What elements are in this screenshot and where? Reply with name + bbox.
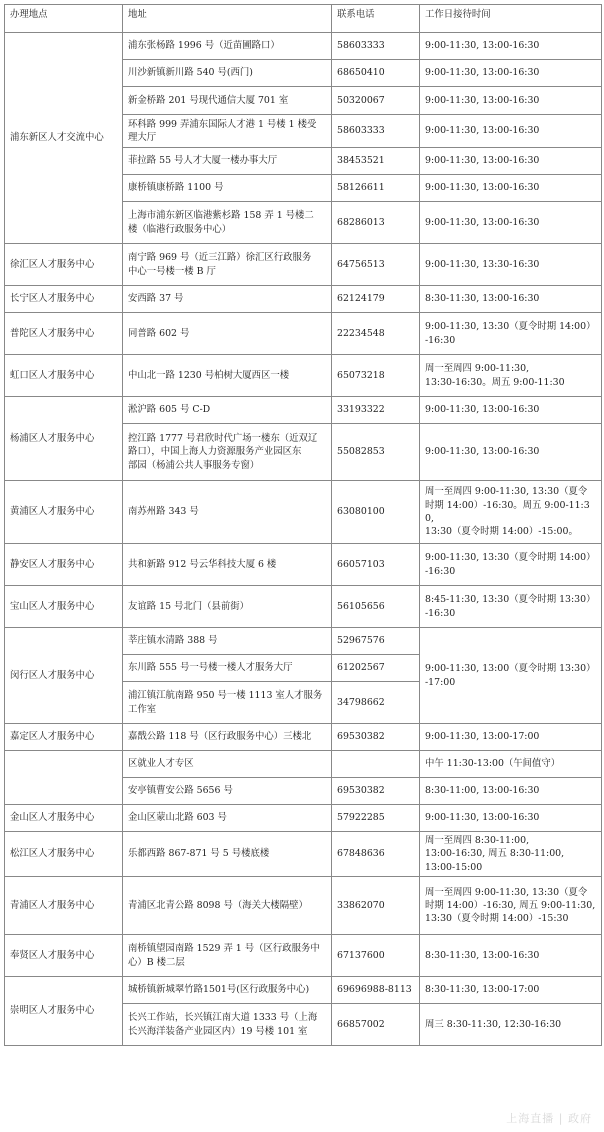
hours-cell: 9:00-11:30, 13:00（夏令时期 13:30） -17:00 bbox=[420, 628, 602, 724]
phone-cell: 68650410 bbox=[332, 60, 420, 87]
location-cell: 普陀区人才服务中心 bbox=[5, 313, 123, 355]
location-cell: 浦东新区人才交流中心 bbox=[5, 33, 123, 244]
address-cell: 浦东张杨路 1996 号（近苗圃路口） bbox=[123, 33, 332, 60]
phone-cell: 61202567 bbox=[332, 655, 420, 682]
address-cell: 莘庄镇水清路 388 号 bbox=[123, 628, 332, 655]
table-row bbox=[5, 724, 602, 751]
phone-cell: 65073218 bbox=[332, 355, 420, 397]
address-cell: 金山区蒙山北路 603 号 bbox=[123, 805, 332, 832]
table-row bbox=[5, 397, 602, 424]
hours-cell: 周一至周四 8:30-11:00, 13:00-16:30, 周五 8:30-11:00, 13:00-15:00 bbox=[420, 832, 602, 877]
location-cell: 静安区人才服务中心 bbox=[5, 544, 123, 586]
table-row bbox=[5, 877, 602, 935]
table-row bbox=[5, 244, 602, 286]
location-cell: 奉贤区人才服务中心 bbox=[5, 935, 123, 977]
address-cell: 新金桥路 201 号现代通信大厦 701 室 bbox=[123, 87, 332, 115]
phone-cell: 50320067 bbox=[332, 87, 420, 115]
address-cell: 安亭镇曹安公路 5656 号 bbox=[123, 778, 332, 805]
table-row bbox=[5, 586, 602, 628]
watermark: 上海直播 | 政府 bbox=[506, 1112, 592, 1125]
hours-cell: 9:00-11:30, 13:30（夏令时期 14:00） -16:30 bbox=[420, 544, 602, 586]
address-cell: 嘉戬公路 118 号（区行政服务中心）三楼北 bbox=[123, 724, 332, 751]
table-row bbox=[5, 313, 602, 355]
location-cell: 青浦区人才服务中心 bbox=[5, 877, 123, 935]
location-cell: 长宁区人才服务中心 bbox=[5, 286, 123, 313]
phone-cell: 68286013 bbox=[332, 202, 420, 244]
phone-cell: 22234548 bbox=[332, 313, 420, 355]
phone-cell: 67137600 bbox=[332, 935, 420, 977]
address-cell: 上海市浦东新区临港紫杉路 158 弄 1 号楼二 楼（临港行政服务中心） bbox=[123, 202, 332, 244]
hours-cell: 9:00-11:30, 13:00-16:30 bbox=[420, 87, 602, 115]
hours-cell: 9:00-11:30, 13:00-17:00 bbox=[420, 724, 602, 751]
location-cell: 宝山区人才服务中心 bbox=[5, 586, 123, 628]
hours-cell: 9:00-11:30, 13:30-16:30 bbox=[420, 244, 602, 286]
phone-cell: 64756513 bbox=[332, 244, 420, 286]
header-address: 地址 bbox=[123, 5, 332, 33]
address-cell: 城桥镇新城翠竹路1501号(区行政服务中心) bbox=[123, 977, 332, 1004]
location-cell: 徐汇区人才服务中心 bbox=[5, 244, 123, 286]
address-cell: 友谊路 15 号北门（县前街） bbox=[123, 586, 332, 628]
hours-cell: 9:00-11:30, 13:00-16:30 bbox=[420, 202, 602, 244]
hours-cell: 9:00-11:30, 13:00-16:30 bbox=[420, 397, 602, 424]
hours-cell: 8:30-11:30, 13:00-17:00 bbox=[420, 977, 602, 1004]
address-cell: 共和新路 912 号云华科技大厦 6 楼 bbox=[123, 544, 332, 586]
phone-cell: 62124179 bbox=[332, 286, 420, 313]
phone-cell: 66857002 bbox=[332, 1004, 420, 1046]
phone-cell: 55082853 bbox=[332, 424, 420, 481]
hours-cell: 9:00-11:30, 13:00-16:30 bbox=[420, 424, 602, 481]
hours-cell: 8:30-11:30, 13:00-16:30 bbox=[420, 286, 602, 313]
phone-cell: 33862070 bbox=[332, 877, 420, 935]
phone-cell: 69530382 bbox=[332, 724, 420, 751]
address-cell: 乐都西路 867-871 号 5 号楼底楼 bbox=[123, 832, 332, 877]
phone-cell: 33193322 bbox=[332, 397, 420, 424]
address-cell: 同普路 602 号 bbox=[123, 313, 332, 355]
location-cell: 嘉定区人才服务中心 bbox=[5, 724, 123, 751]
hours-cell: 9:00-11:30, 13:00-16:30 bbox=[420, 175, 602, 202]
table-row bbox=[5, 977, 602, 1004]
table-body bbox=[5, 33, 602, 1046]
service-centers-table bbox=[4, 4, 602, 1046]
phone-cell: 52967576 bbox=[332, 628, 420, 655]
table-row bbox=[5, 355, 602, 397]
location-cell: 虹口区人才服务中心 bbox=[5, 355, 123, 397]
phone-cell: 57922285 bbox=[332, 805, 420, 832]
hours-cell: 9:00-11:30, 13:00-16:30 bbox=[420, 148, 602, 175]
location-cell: 崇明区人才服务中心 bbox=[5, 977, 123, 1046]
address-cell: 南桥镇望园南路 1529 弄 1 号（区行政服务中 心）B 楼二层 bbox=[123, 935, 332, 977]
hours-cell: 中午 11:30-13:00（午间值守） bbox=[420, 751, 602, 778]
phone-cell bbox=[332, 751, 420, 778]
location-cell: 金山区人才服务中心 bbox=[5, 805, 123, 832]
phone-cell: 34798662 bbox=[332, 682, 420, 724]
hours-cell: 9:00-11:30, 13:30（夏令时期 14:00） -16:30 bbox=[420, 313, 602, 355]
location-cell bbox=[5, 751, 123, 805]
hours-cell: 9:00-11:30, 13:00-16:30 bbox=[420, 115, 602, 148]
table-row bbox=[5, 832, 602, 877]
header-phone: 联系电话 bbox=[332, 5, 420, 33]
hours-cell: 周一至周四 9:00-11:30, 13:30（夏令 时期 14:00）-16:30。周五 9:00-11:30, 13:30（夏令时期 14:00）-15:00。 bbox=[420, 481, 602, 544]
table-row bbox=[5, 286, 602, 313]
address-cell: 南苏州路 343 号 bbox=[123, 481, 332, 544]
hours-cell: 周一至周四 9:00-11:30, 13:30（夏令 时期 14:00）-16:30, 周五 9:00-11:30, 13:30（夏令时期 14:00）-15:30 bbox=[420, 877, 602, 935]
header-hours: 工作日接待时间 bbox=[420, 5, 602, 33]
location-cell: 黄浦区人才服务中心 bbox=[5, 481, 123, 544]
table-row bbox=[5, 544, 602, 586]
phone-cell: 58603333 bbox=[332, 115, 420, 148]
phone-cell: 66057103 bbox=[332, 544, 420, 586]
table-row bbox=[5, 751, 602, 778]
address-cell: 浦江镇江航南路 950 号一楼 1113 室人才服务 工作室 bbox=[123, 682, 332, 724]
address-cell: 康桥镇康桥路 1100 号 bbox=[123, 175, 332, 202]
location-cell: 松江区人才服务中心 bbox=[5, 832, 123, 877]
address-cell: 青浦区北青公路 8098 号（海关大楼隔壁） bbox=[123, 877, 332, 935]
phone-cell: 58126611 bbox=[332, 175, 420, 202]
location-cell: 闵行区人才服务中心 bbox=[5, 628, 123, 724]
table-row bbox=[5, 33, 602, 60]
hours-cell: 8:30-11:00, 13:00-16:30 bbox=[420, 778, 602, 805]
table-row bbox=[5, 935, 602, 977]
address-cell: 中山北一路 1230 号柏树大厦西区一楼 bbox=[123, 355, 332, 397]
hours-cell: 8:30-11:30, 13:00-16:30 bbox=[420, 935, 602, 977]
location-cell: 杨浦区人才服务中心 bbox=[5, 397, 123, 481]
header-row bbox=[5, 5, 602, 33]
table-row bbox=[5, 628, 602, 655]
address-cell: 淞沪路 605 号 C-D bbox=[123, 397, 332, 424]
phone-cell: 69530382 bbox=[332, 778, 420, 805]
address-cell: 菲拉路 55 号人才大厦一楼办事大厅 bbox=[123, 148, 332, 175]
address-cell: 安西路 37 号 bbox=[123, 286, 332, 313]
hours-cell: 周三 8:30-11:30, 12:30-16:30 bbox=[420, 1004, 602, 1046]
hours-cell: 9:00-11:30, 13:00-16:30 bbox=[420, 33, 602, 60]
address-cell: 东川路 555 号一号楼一楼人才服务大厅 bbox=[123, 655, 332, 682]
phone-cell: 67848636 bbox=[332, 832, 420, 877]
table-row bbox=[5, 805, 602, 832]
hours-cell: 9:00-11:30, 13:00-16:30 bbox=[420, 805, 602, 832]
address-cell: 南宁路 969 号（近三江路）徐汇区行政服务 中心一号楼一楼 B 厅 bbox=[123, 244, 332, 286]
address-cell: 区就业人才专区 bbox=[123, 751, 332, 778]
address-cell: 川沙新镇新川路 540 号(西门) bbox=[123, 60, 332, 87]
phone-cell: 38453521 bbox=[332, 148, 420, 175]
phone-cell: 58603333 bbox=[332, 33, 420, 60]
table-row bbox=[5, 481, 602, 544]
hours-cell: 9:00-11:30, 13:00-16:30 bbox=[420, 60, 602, 87]
hours-cell: 8:45-11:30, 13:30（夏令时期 13:30） -16:30 bbox=[420, 586, 602, 628]
address-cell: 控江路 1777 号君欣时代广场一楼东（近双辽 路口），中国上海人力资源服务产业园区东 部园（杨浦公共人事服务专窗） bbox=[123, 424, 332, 481]
header-location: 办理地点 bbox=[5, 5, 123, 33]
phone-cell: 69696988-8113 bbox=[332, 977, 420, 1004]
phone-cell: 63080100 bbox=[332, 481, 420, 544]
address-cell: 长兴工作站，长兴镇江南大道 1333 号（上海 长兴海洋装备产业园区内）19 号楼 101 室 bbox=[123, 1004, 332, 1046]
address-cell: 环科路 999 弄浦东国际人才港 1 号楼 1 楼受 理大厅 bbox=[123, 115, 332, 148]
phone-cell: 56105656 bbox=[332, 586, 420, 628]
hours-cell: 周一至周四 9:00-11:30, 13:30-16:30。周五 9:00-11:30 bbox=[420, 355, 602, 397]
